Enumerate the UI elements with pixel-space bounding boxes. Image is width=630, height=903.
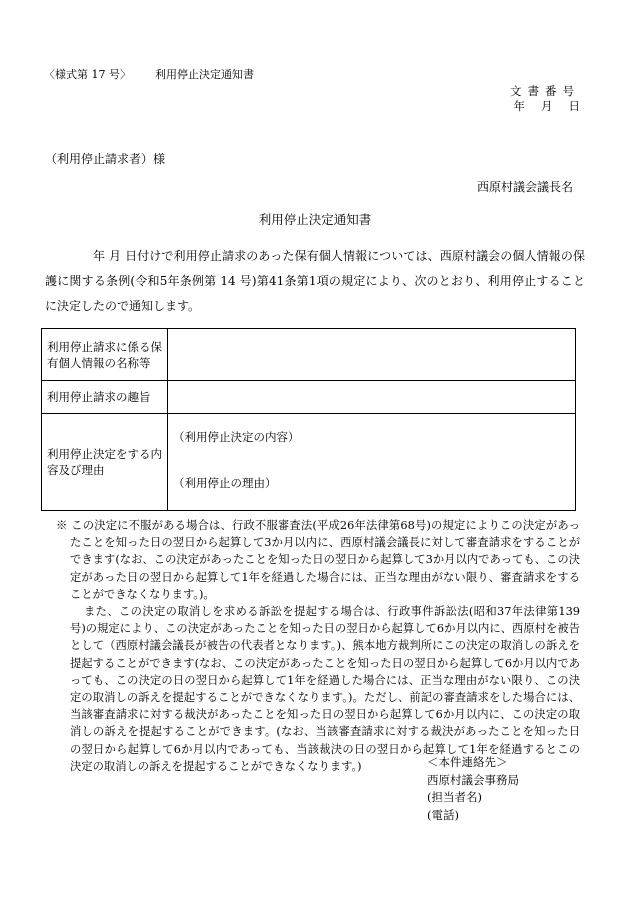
form-number: 〈様式第 17 号〉 (44, 68, 131, 81)
document-number: 文書番号 (510, 84, 580, 98)
contact-phone: (電話) (427, 807, 459, 822)
notes (56, 517, 580, 775)
note-lawsuit: また、この決定の取消しを求める訴訟を提起する場合は、行政事件訴訟法(昭和37年法律第139号)の規定により、この決定があったことを知った日の翌日から起算して6か月以内に、西原村を被告として（西原村議会議長が被告の代表者となります。)、熊本地方裁判所にこの決定の取消しの訴えを提起することができます(なお、この決定があったことを知った日の翌日から起算して6か月以内であっても、この決定の日の翌日から起算して1年を経過した場合には、正当な理由がない限り、この決定の取消しの訴えを提起することができなくなります。)。ただし、前記の審査請求をした場合には、当該審査請求に対する裁決があったことを知った日の翌日から起算して6か月以内に、この決定の取消しの訴えを提起することができます。(なお、当該審査請求に対する裁決があったことを知った日の翌日から起算して6か月以内であっても、当該裁決の日の翌日から起算して1年を経過するとこの決定の取消しの訴えを提起することができなくなります。) (70, 605, 580, 773)
table-row (42, 329, 576, 381)
decision-content-label: （利用停止決定の内容） (173, 430, 300, 444)
note-appeal: ※ この決定に不服がある場合は、行政不服審査法(平成26年法律第68号)の規定によりこの決定があったことを知った日の翌日から起算して3か月以内に、西原村議会議長に対して審査請求をすることができます(なお、この決定があったことを知った日の翌日から起算して3か月以内であっても、この決定があった日の翌日から起算して1年を経過した場合には、正当な理由がない限り、審査請求をすることができなくなります。)。 (56, 519, 580, 601)
row1-label: 利用停止請求に係る保有個人情報の名称等 (42, 329, 168, 381)
row3-label: 利用停止決定をする内容及び理由 (42, 414, 168, 511)
date-year: 年 (513, 99, 525, 113)
issue-date (498, 98, 581, 114)
row1-value (168, 329, 576, 381)
contact-person: (担当者名) (427, 790, 482, 804)
row2-label: 利用停止請求の趣旨 (42, 381, 168, 414)
recipient: （利用停止請求者）様 (45, 152, 166, 166)
table-row (42, 381, 576, 414)
contact-office: 西原村議会事務局 (427, 772, 519, 787)
row3-value (168, 414, 576, 511)
table-row (42, 414, 576, 511)
document-title: 利用停止決定通知書 (258, 212, 372, 227)
form-title: 利用停止決定通知書 (155, 68, 254, 81)
decision-reason-label: （利用停止の理由） (173, 476, 277, 490)
sender: 西原村議会議長名 (476, 180, 573, 194)
date-day: 日 (568, 99, 580, 113)
form-label (44, 66, 254, 82)
row2-value (168, 381, 576, 414)
contact-block (427, 754, 519, 824)
info-table (41, 328, 576, 511)
date-month: 月 (541, 99, 553, 113)
contact-heading: ＜本件連絡先＞ (427, 755, 508, 769)
body-text: 年 月 日付けで利用停止請求のあった保有個人情報については、西原村議会の個人情報の保護に関する条例(令和5年条例第 14 号)第41条第1項の規定により、次のとおり、利用停止することに決定したので通知します。 (45, 249, 585, 313)
